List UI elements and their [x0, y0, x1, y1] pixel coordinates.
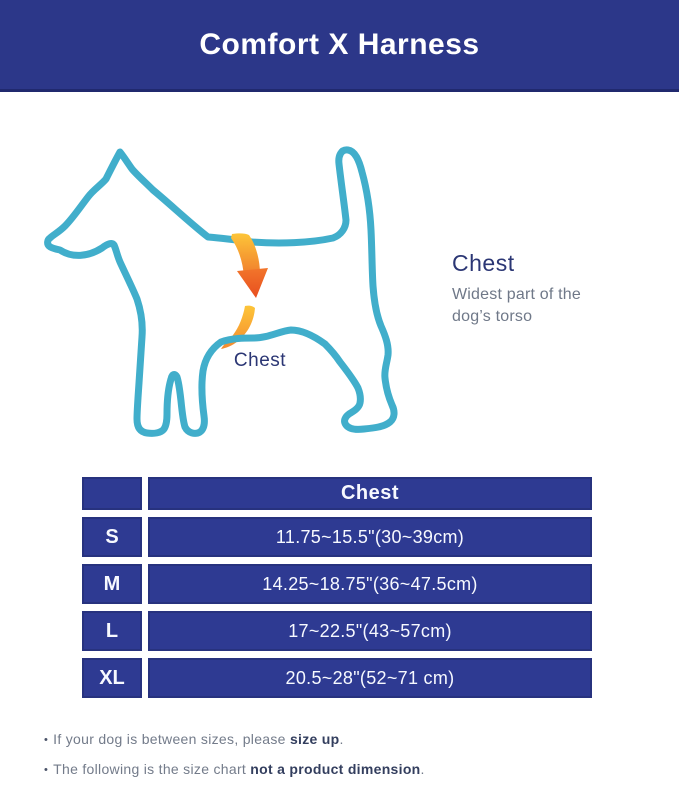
table-column-header-chest: Chest	[148, 477, 592, 510]
footnote-suffix: .	[339, 731, 344, 747]
table-size-cell-m: M	[82, 564, 142, 604]
size-chart-table	[82, 477, 592, 698]
footnote-prefix: The following is the size chart	[53, 761, 251, 777]
bullet-icon: •	[44, 764, 49, 776]
footnote-bold: not a product dimension	[250, 761, 421, 777]
bullet-icon: •	[44, 734, 49, 746]
table-chest-cell-s: 11.75~15.5"(30~39cm)	[148, 517, 592, 557]
table-chest-cell-xl: 20.5~28"(52~71 cm)	[148, 658, 592, 698]
page-title: Comfort X Harness	[199, 27, 480, 61]
footnote-size-up	[44, 731, 425, 747]
footnotes	[44, 731, 425, 786]
measuring-band-arrowhead-icon	[237, 268, 268, 298]
chest-annotation	[452, 250, 622, 328]
footnote-suffix: .	[420, 761, 425, 777]
dog-measurement-illustration	[40, 130, 440, 460]
table-size-cell-l: L	[82, 611, 142, 651]
table-chest-cell-m: 14.25~18.75"(36~47.5cm)	[148, 564, 592, 604]
dog-outline-icon	[40, 130, 440, 460]
annotation-description: Widest part of the dog’s torso	[452, 286, 581, 325]
chest-measure-label: Chest	[233, 350, 287, 371]
footnote-not-product-dimension	[44, 761, 425, 777]
table-chest-cell-l: 17~22.5"(43~57cm)	[148, 611, 592, 651]
dog-outline-path	[48, 150, 394, 433]
footnote-prefix: If your dog is between sizes, please	[53, 731, 290, 747]
footnote-bold: size up	[289, 731, 340, 747]
table-size-cell-s: S	[82, 517, 142, 557]
table-corner-cell	[82, 477, 142, 510]
footnote-text	[53, 731, 344, 747]
table-size-cell-xl: XL	[82, 658, 142, 698]
annotation-title: Chest	[452, 250, 515, 276]
footnote-text	[53, 761, 425, 777]
header-banner	[0, 0, 679, 92]
